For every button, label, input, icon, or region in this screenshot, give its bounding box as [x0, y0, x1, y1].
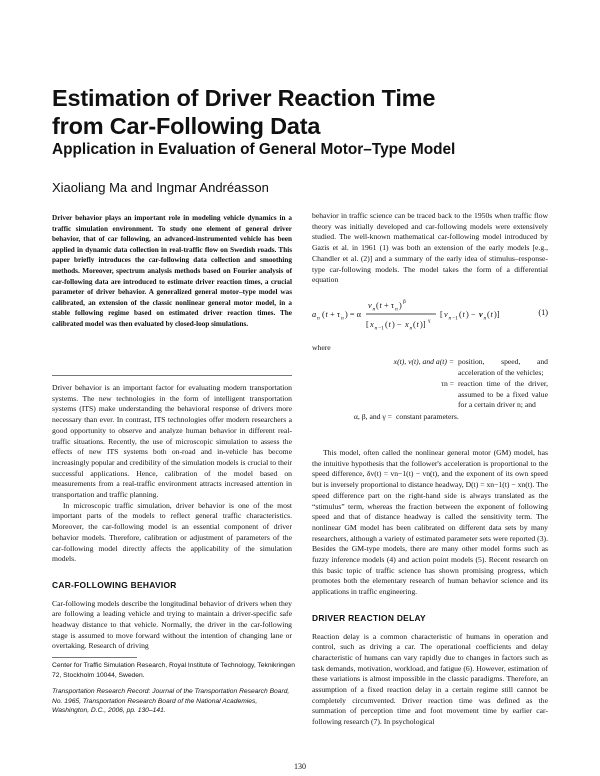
- svg-text:t: t: [388, 320, 391, 329]
- svg-text:t: t: [462, 310, 465, 319]
- intro-paragraph-2: In microscopic traffic simulation, driver behavior is one of the most important parts of the models to reflect general traffic characteristics. Moreover, the car-following model is an essential component of driver behavior models. Therefore, calibration or adjustment of parameters of the car-following model directly affects the applicability of the simulation models.: [52, 500, 292, 564]
- svg-text:+ τ: + τ: [330, 310, 341, 319]
- svg-text:t: t: [490, 310, 493, 319]
- definition-desc-1: position, speed, and acceleration of the vehicles;: [458, 357, 548, 377]
- svg-text:n: n: [372, 306, 376, 313]
- gm-model-paragraph: This model, often called the nonlinear general motor (GM) model, has the intuitive hypothesis that the follower's acceleration is proportional to the speed difference, δv(t) = vn−1(t) − vn(t), and the exponent of its own speed but is inversely proportional to distance headway, D(t) = xn−1(t) − xn(t). The speed difference part on the right-hand side is always translated as the “stimulus” term, whereas the fraction between the exponent of following speed and that of distance headway is called the sensitivity term. The nonlinear GM model has been calibrated on different data sets by many researchers, although a variety of estimated parameter sets were reported (3). Besides the GM-type models, there are many other model forms such as fuzzy inference models (4) and action point models (5). Recent research on this basic topic of traffic science has shown promising progress, which promotes both the elementary research of human behavior science and its applications in traffic engineering.: [312, 448, 548, 597]
- reaction-delay-paragraph: Reaction delay is a common characteristic of humans in operation and control, such as driving a car. The operational coefficients and delay characteristic of humans can vary rapidly due to changes in factors such as task demands, motivation, workload, and fatigue (6). However, estimation of these variations is almost impossible in the classic paradigms. Therefore, an assumption of a fixed reaction delay in a certain regime still cannot be completely circumvented. Driver reaction time was defined as the summation of perception time and foot movement time by earlier car-following research (7). In psychological: [312, 631, 548, 727]
- right-column: [312, 211, 548, 286]
- abstract-divider: [52, 375, 292, 376]
- svg-text:): ): [399, 301, 402, 310]
- abstract: Driver behavior plays an important role in modeling vehicle dynamics in a traffic simulation environment. To study one element of general driver behavior, that of car following, an advanced-instrumented vehicle has been applied in dynamic data collection in real-traffic flow on Swedish roads. This paper briefly introduces the car-following data collection and smoothing methods. Moreover, spectrum analysis methods based on Fourier analysis of car-following data are introduced to estimate driver reaction times, a crucial parameter of driver behavior. A generalized general motor–type model was calibrated, an extension of the classic nonlinear general motor model, in a stable following regime based on estimated driver reaction times. The calibrated model was then evaluated by closed-loop simulations.: [52, 214, 292, 328]
- svg-text:)]: )]: [420, 320, 426, 329]
- definition-desc-2: reaction time of the driver, assumed to be a fixed value for a certain driver n; and: [458, 379, 548, 410]
- svg-text:) = α: ) = α: [345, 310, 361, 319]
- svg-text:v: v: [368, 301, 372, 310]
- svg-text:t: t: [379, 301, 382, 310]
- svg-text:a: a: [312, 310, 317, 319]
- svg-text:t: t: [416, 320, 419, 329]
- definition-term-3: α, β, and γ =: [353, 412, 392, 421]
- svg-text:n: n: [341, 315, 344, 322]
- svg-text:v: v: [479, 310, 483, 319]
- title-line-2: from Car-Following Data: [52, 113, 321, 139]
- variable-definitions: [312, 343, 548, 438]
- equation-number: (1): [538, 308, 548, 317]
- svg-text:n: n: [448, 315, 452, 322]
- svg-text:[: [: [440, 310, 443, 319]
- svg-text:(: (: [322, 310, 325, 319]
- svg-text:[: [: [366, 320, 369, 329]
- svg-text:n: n: [317, 315, 320, 322]
- paper-subtitle: Application in Evaluation of General Motor–Type Model: [52, 141, 456, 158]
- section-heading-car-following: CAR-FOLLOWING BEHAVIOR: [52, 579, 177, 590]
- svg-text:) −: ) −: [466, 310, 476, 319]
- car-following-paragraph: Car-following models describe the longitudinal behavior of drivers when they are following a leading vehicle and trying to maintain a driver-specific safe headway distance to that vehicle. Normally, the driver in the car-following stage is assumed to move forward without the intention of changing lane or overtaking. Research of driving: [52, 598, 292, 651]
- svg-text:x: x: [405, 320, 409, 329]
- paper-title: [52, 84, 572, 140]
- intro-paragraph-1: Driver behavior is an important factor for evaluating modern transportation systems. The new technologies in the form of intelligent transportation systems (ITS) make understanding the behavioral response of drivers more necessary than ever. In contrast, ITS technologies offer modern researchers a good opportunity to observe and analyze human behavior in different real-traffic situations. Recently, the use of microscopic simulation to assess the effects of new ITS systems both on-road and in-vehicle has become increasingly popular and credibility of the simulation models is crucial to their successful applications. Hence, calibration of the model based on measurements from a real-traffic environment attracts increased attention in transportation and traffic planning.: [52, 383, 292, 500]
- svg-text:n: n: [395, 306, 398, 313]
- right-intro-paragraph: behavior in traffic science can be traced back to the 1950s when traffic flow theory was initially developed and car-following models were extensively studied. The well-known mathematical car-following model introduced by Gazis et al. in 1961 (1) was both an extension of the early models [e.g., Chandler et al. (2)] and a summary of the early idea of stimulus–response-type car-following models. The model takes the form of a differential equation: [312, 211, 548, 285]
- svg-text:(: (: [487, 310, 490, 319]
- svg-text:+ τ: + τ: [384, 301, 395, 310]
- definition-term-2: τn =: [440, 379, 454, 388]
- svg-text:v: v: [444, 310, 448, 319]
- svg-text:(: (: [376, 301, 379, 310]
- svg-text:−1: −1: [452, 315, 458, 322]
- svg-text:(: (: [459, 310, 462, 319]
- svg-text:γ: γ: [428, 318, 431, 324]
- section-heading-reaction-delay: DRIVER REACTION DELAY: [312, 612, 426, 623]
- footnote-divider: [52, 657, 137, 658]
- svg-text:)]: )]: [494, 310, 500, 319]
- right-column-lower: [312, 448, 548, 728]
- left-column: [52, 383, 292, 652]
- footnote-citation: Transportation Research Record: Journal of the Transportation Research Board, No. 1965, Transportation Research Board of the National Academies, Washington, D.C., 2006, pp. 130–141.: [52, 688, 290, 715]
- svg-text:) −: ) −: [392, 320, 402, 329]
- author-list: Xiaoliang Ma and Ingmar Andréasson: [52, 180, 269, 195]
- where-label: where: [312, 343, 331, 352]
- svg-text:(: (: [385, 320, 388, 329]
- svg-text:t: t: [325, 310, 328, 319]
- svg-text:−1: −1: [378, 325, 384, 332]
- equation-1-formula: [312, 294, 512, 336]
- footnote-affiliation: Center for Traffic Simulation Research, Royal Institute of Technology, Teknikringen 72, Stockholm 10044, Sweden.: [52, 662, 295, 679]
- svg-text:n: n: [483, 315, 487, 322]
- svg-text:x: x: [370, 320, 374, 329]
- title-line-1: Estimation of Driver Reaction Time: [52, 85, 436, 111]
- svg-text:β: β: [403, 299, 406, 305]
- svg-text:(: (: [413, 320, 416, 329]
- svg-text:n: n: [374, 325, 378, 332]
- definition-term-1: x(t), v(t), and a(t) =: [393, 357, 454, 366]
- svg-text:n: n: [409, 325, 413, 332]
- equation-1: [312, 294, 548, 336]
- page-number: 130: [294, 762, 306, 771]
- definition-desc-3: constant parameters.: [396, 412, 459, 421]
